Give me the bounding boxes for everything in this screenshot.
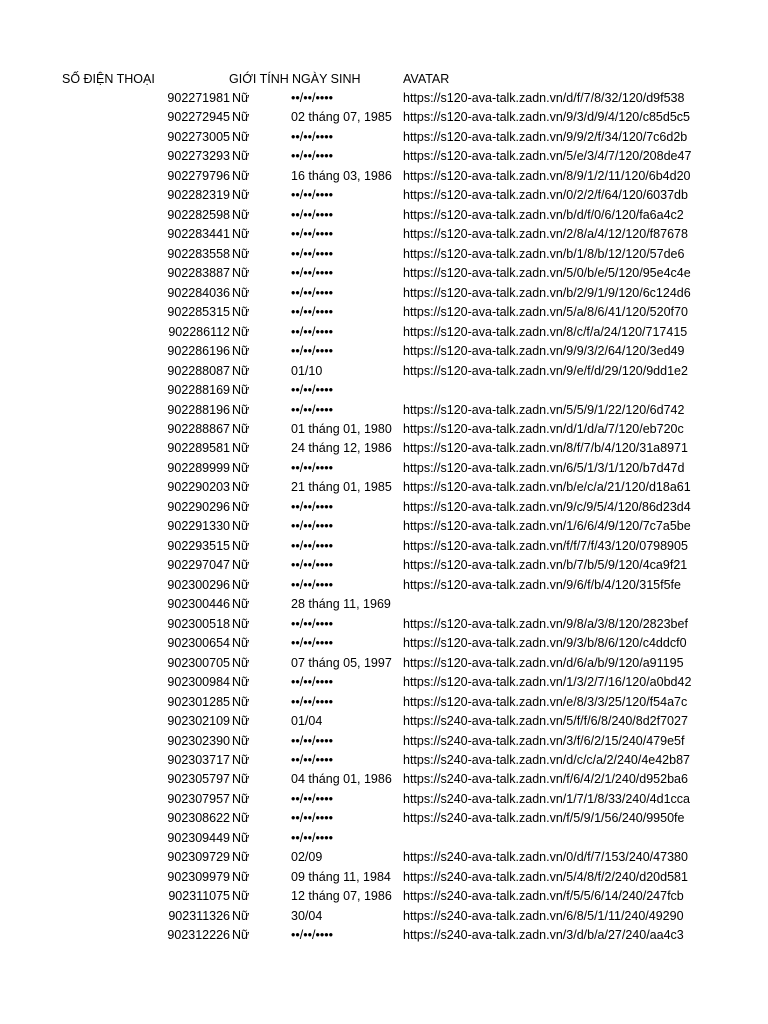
table-row: [0, 498, 768, 518]
avatar-url-cell: https://s120-ava-talk.zadn.vn/9/c/9/5/4/120/86d23d4: [403, 499, 691, 514]
avatar-url-cell: https://s120-ava-talk.zadn.vn/8/f/7/b/4/120/31a8971: [403, 441, 688, 456]
avatar-url-cell: https://s120-ava-talk.zadn.vn/b/2/9/1/9/120/6c124d6: [403, 285, 691, 300]
phone-cell: 902272945: [167, 110, 230, 125]
gender-cell: Nữ: [232, 577, 250, 592]
phone-cell: 902291330: [167, 519, 230, 534]
avatar-url-cell: https://s240-ava-talk.zadn.vn/0/d/f/7/153/240/47380: [403, 850, 688, 865]
dob-cell: 16 tháng 03, 1986: [291, 168, 392, 183]
gender-cell: Nữ: [232, 733, 250, 748]
dob-cell: ••/••/••••: [291, 129, 333, 144]
avatar-url-cell: https://s120-ava-talk.zadn.vn/9/9/3/2/64/120/3ed49: [403, 344, 685, 359]
gender-cell: Nữ: [232, 149, 250, 164]
avatar-url-cell: https://s120-ava-talk.zadn.vn/2/8/a/4/12/120/f87678: [403, 227, 688, 242]
phone-cell: 902271981: [167, 91, 230, 105]
gender-cell: Nữ: [232, 675, 250, 690]
dob-cell: ••/••/••••: [291, 499, 333, 514]
phone-cell: 902300984: [167, 675, 230, 690]
table-row: [0, 732, 768, 752]
avatar-url-cell: https://s120-ava-talk.zadn.vn/8/9/1/2/11/120/6b4d20: [403, 168, 691, 183]
phone-cell: 902283441: [167, 227, 230, 242]
dob-cell: ••/••/••••: [291, 246, 333, 261]
dob-cell: ••/••/••••: [291, 558, 333, 573]
gender-cell: Nữ: [232, 168, 250, 183]
avatar-url-cell: https://s240-ava-talk.zadn.vn/5/f/f/6/8/240/8d2f7027: [403, 714, 688, 729]
gender-cell: Nữ: [232, 811, 250, 826]
dob-cell: 21 tháng 01, 1985: [291, 480, 392, 495]
table-row: [0, 284, 768, 304]
gender-cell: Nữ: [232, 519, 250, 534]
avatar-url-cell: https://s120-ava-talk.zadn.vn/d/6/a/b/9/120/a91195: [403, 655, 684, 670]
avatar-url-cell: https://s120-ava-talk.zadn.vn/b/1/8/b/12/120/57de6: [403, 246, 685, 261]
avatar-url-cell: https://s240-ava-talk.zadn.vn/f/5/9/1/56/240/9950fe: [403, 811, 685, 826]
table-row: [0, 245, 768, 265]
phone-cell: 902289999: [167, 460, 230, 475]
phone-cell: 902284036: [167, 285, 230, 300]
phone-cell: 902273005: [167, 129, 230, 144]
phone-cell: 902308622: [167, 811, 230, 826]
table-row: [0, 108, 768, 128]
avatar-url-cell: https://s120-ava-talk.zadn.vn/9/8/a/3/8/120/2823bef: [403, 616, 688, 631]
phone-cell: 902288169: [167, 383, 230, 398]
gender-cell: Nữ: [232, 421, 250, 436]
table-row: [0, 673, 768, 693]
dob-cell: ••/••/••••: [291, 752, 333, 767]
avatar-url-cell: https://s120-ava-talk.zadn.vn/0/2/2/f/64/120/6037db: [403, 188, 688, 203]
dob-cell: ••/••/••••: [291, 285, 333, 300]
table-row: [0, 439, 768, 459]
table-row: [0, 809, 768, 829]
gender-cell: Nữ: [232, 538, 250, 553]
table-row: [0, 459, 768, 479]
gender-cell: Nữ: [232, 227, 250, 242]
avatar-url-cell: https://s120-ava-talk.zadn.vn/5/e/3/4/7/120/208de47: [403, 149, 692, 164]
phone-cell: 902283887: [167, 266, 230, 281]
gender-cell: Nữ: [232, 402, 250, 417]
phone-cell: 902288196: [167, 402, 230, 417]
dob-cell: ••/••/••••: [291, 811, 333, 826]
avatar-url-cell: https://s120-ava-talk.zadn.vn/5/a/8/6/41/120/520f70: [403, 305, 688, 320]
gender-cell: Nữ: [232, 344, 250, 359]
gender-cell: Nữ: [232, 908, 250, 923]
phone-cell: 902301285: [167, 694, 230, 709]
table-row: [0, 420, 768, 440]
dob-cell: ••/••/••••: [291, 402, 333, 417]
gender-cell: Nữ: [232, 207, 250, 222]
dob-cell: ••/••/••••: [291, 383, 333, 398]
gender-cell: Nữ: [232, 655, 250, 670]
gender-cell: Nữ: [232, 129, 250, 144]
avatar-url-cell: https://s120-ava-talk.zadn.vn/1/3/2/7/16/120/a0bd42: [403, 675, 692, 690]
dob-cell: ••/••/••••: [291, 577, 333, 592]
phone-cell: 902300705: [167, 655, 230, 670]
table-row: [0, 381, 768, 401]
gender-cell: Nữ: [232, 928, 250, 943]
phone-cell: 902286196: [167, 344, 230, 359]
table-row: [0, 401, 768, 421]
dob-cell: 01 tháng 01, 1980: [291, 421, 392, 436]
avatar-url-cell: https://s120-ava-talk.zadn.vn/9/9/2/f/34/120/7c6d2b: [403, 129, 688, 144]
dob-cell: 02 tháng 07, 1985: [291, 110, 392, 125]
gender-cell: Nữ: [232, 324, 250, 339]
table-row: [0, 790, 768, 810]
table-row: [0, 576, 768, 596]
header-avatar: AVATAR: [403, 72, 450, 86]
dob-cell: ••/••/••••: [291, 460, 333, 475]
table-row: [0, 128, 768, 148]
dob-cell: ••/••/••••: [291, 207, 333, 222]
avatar-url-cell: https://s120-ava-talk.zadn.vn/e/8/3/3/25/120/f54a7c: [403, 694, 688, 709]
table-row: [0, 615, 768, 635]
table-row: [0, 303, 768, 323]
gender-cell: Nữ: [232, 499, 250, 514]
phone-cell: 902288867: [167, 421, 230, 436]
table-row: [0, 926, 768, 946]
table-row: [0, 712, 768, 732]
dob-cell: ••/••/••••: [291, 519, 333, 534]
gender-cell: Nữ: [232, 110, 250, 125]
phone-cell: 902300654: [167, 636, 230, 651]
avatar-url-cell: https://s240-ava-talk.zadn.vn/1/7/1/8/33/240/4d1cca: [403, 791, 690, 806]
table-row: [0, 829, 768, 849]
avatar-url-cell: https://s120-ava-talk.zadn.vn/9/3/d/9/4/120/c85d5c5: [403, 110, 690, 125]
dob-cell: ••/••/••••: [291, 675, 333, 690]
dob-cell: ••/••/••••: [291, 324, 333, 339]
gender-cell: Nữ: [232, 772, 250, 787]
phone-cell: 902279796: [167, 168, 230, 183]
phone-cell: 902300296: [167, 577, 230, 592]
table-row: [0, 147, 768, 167]
avatar-url-cell: https://s120-ava-talk.zadn.vn/5/0/b/e/5/120/95e4c4e: [403, 266, 691, 281]
phone-cell: 902311075: [168, 889, 230, 904]
table-row: [0, 751, 768, 771]
table-row: [0, 167, 768, 187]
dob-cell: ••/••/••••: [291, 636, 333, 651]
dob-cell: ••/••/••••: [291, 733, 333, 748]
avatar-url-cell: https://s120-ava-talk.zadn.vn/b/e/c/a/21/120/d18a61: [403, 480, 691, 495]
avatar-url-cell: https://s240-ava-talk.zadn.vn/6/8/5/1/11/240/49290: [403, 908, 684, 923]
gender-cell: Nữ: [232, 850, 250, 865]
gender-cell: Nữ: [232, 285, 250, 300]
gender-cell: Nữ: [232, 889, 250, 904]
phone-cell: 902282598: [167, 207, 230, 222]
gender-cell: Nữ: [232, 558, 250, 573]
dob-cell: ••/••/••••: [291, 91, 333, 105]
avatar-url-cell: https://s120-ava-talk.zadn.vn/d/1/d/a/7/120/eb720c: [403, 421, 684, 436]
dob-cell: 07 tháng 05, 1997: [291, 655, 392, 670]
table-row: [0, 362, 768, 382]
table-row: [0, 537, 768, 557]
table-row: [0, 89, 768, 109]
gender-cell: Nữ: [232, 91, 250, 105]
phone-cell: 902307957: [167, 791, 230, 806]
dob-cell: ••/••/••••: [291, 928, 333, 943]
phone-cell: 902311326: [168, 908, 230, 923]
avatar-url-cell: https://s240-ava-talk.zadn.vn/f/6/4/2/1/240/d952ba6: [403, 772, 688, 787]
gender-cell: Nữ: [232, 363, 250, 378]
gender-cell: Nữ: [232, 441, 250, 456]
avatar-url-cell: https://s120-ava-talk.zadn.vn/b/7/b/5/9/120/4ca9f21: [403, 558, 688, 573]
gender-cell: Nữ: [232, 383, 250, 398]
dob-cell: 02/09: [291, 850, 323, 865]
table-row: [0, 478, 768, 498]
dob-cell: ••/••/••••: [291, 791, 333, 806]
table-row: [0, 264, 768, 284]
phone-cell: 902309729: [167, 850, 230, 865]
phone-cell: 902312226: [167, 928, 230, 943]
avatar-url-cell: https://s240-ava-talk.zadn.vn/d/c/c/a/2/240/4e42b87: [403, 752, 690, 767]
phone-cell: 902302109: [167, 714, 230, 729]
phone-cell: 902297047: [167, 558, 230, 573]
phone-cell: 902273293: [167, 149, 230, 164]
dob-cell: 04 tháng 01, 1986: [291, 772, 392, 787]
table-row: [0, 848, 768, 868]
dob-cell: 30/04: [291, 908, 323, 923]
phone-cell: 902289581: [167, 441, 230, 456]
phone-cell: 902309449: [167, 830, 230, 845]
gender-cell: Nữ: [232, 460, 250, 475]
table-row: [0, 770, 768, 790]
dob-cell: 09 tháng 11, 1984: [291, 869, 391, 884]
dob-cell: ••/••/••••: [291, 344, 333, 359]
avatar-url-cell: https://s120-ava-talk.zadn.vn/5/5/9/1/22/120/6d742: [403, 402, 685, 417]
dob-cell: ••/••/••••: [291, 188, 333, 203]
phone-cell: 902303717: [167, 752, 230, 767]
phone-cell: 902300518: [167, 616, 230, 631]
header-dob: NGÀY SINH: [292, 72, 361, 86]
avatar-url-cell: https://s120-ava-talk.zadn.vn/6/5/1/3/1/120/b7d47d: [403, 460, 685, 475]
gender-cell: Nữ: [232, 266, 250, 281]
dob-cell: 01/04: [291, 714, 323, 729]
avatar-url-cell: https://s120-ava-talk.zadn.vn/8/c/f/a/24/120/717415: [403, 324, 688, 339]
avatar-url-cell: https://s120-ava-talk.zadn.vn/b/d/f/0/6/120/fa6a4c2: [403, 207, 684, 222]
table-row: [0, 323, 768, 343]
table-row: [0, 654, 768, 674]
dob-cell: ••/••/••••: [291, 266, 333, 281]
avatar-url-cell: https://s120-ava-talk.zadn.vn/d/f/7/8/32/120/d9f538: [403, 91, 685, 105]
avatar-url-cell: https://s120-ava-talk.zadn.vn/f/f/7/f/43/120/0798905: [403, 538, 688, 553]
avatar-url-cell: https://s120-ava-talk.zadn.vn/9/e/f/d/29/120/9dd1e2: [403, 363, 688, 378]
table-row: [0, 595, 768, 615]
table-row: [0, 887, 768, 907]
phone-cell: 902305797: [167, 772, 230, 787]
phone-cell: 902302390: [167, 733, 230, 748]
table-row: [0, 693, 768, 713]
phone-cell: 902290296: [167, 499, 230, 514]
avatar-url-cell: https://s240-ava-talk.zadn.vn/3/d/b/a/27/240/aa4c3: [403, 928, 684, 943]
gender-cell: Nữ: [232, 791, 250, 806]
phone-cell: 902309979: [167, 869, 230, 884]
dob-cell: 12 tháng 07, 1986: [291, 889, 392, 904]
avatar-url-cell: https://s120-ava-talk.zadn.vn/1/6/6/4/9/120/7c7a5be: [403, 519, 691, 534]
table-row: [0, 186, 768, 206]
phone-cell: 902288087: [167, 363, 230, 378]
dob-cell: ••/••/••••: [291, 694, 333, 709]
table-row: [0, 556, 768, 576]
gender-cell: Nữ: [232, 694, 250, 709]
avatar-url-cell: https://s120-ava-talk.zadn.vn/9/3/b/8/6/120/c4ddcf0: [403, 636, 687, 651]
gender-cell: Nữ: [232, 188, 250, 203]
avatar-url-cell: https://s240-ava-talk.zadn.vn/f/5/5/6/14/240/247fcb: [403, 889, 684, 904]
gender-cell: Nữ: [232, 597, 250, 612]
gender-cell: Nữ: [232, 616, 250, 631]
dob-cell: ••/••/••••: [291, 305, 333, 320]
phone-cell: 902282319: [167, 188, 230, 203]
gender-cell: Nữ: [232, 246, 250, 261]
dob-cell: ••/••/••••: [291, 227, 333, 242]
avatar-url-cell: https://s240-ava-talk.zadn.vn/3/f/6/2/15/240/479e5f: [403, 733, 685, 748]
gender-cell: Nữ: [232, 480, 250, 495]
gender-cell: Nữ: [232, 636, 250, 651]
table-row: [0, 206, 768, 226]
dob-cell: 24 tháng 12, 1986: [291, 441, 392, 456]
header-phone: SỐ ĐIỆN THOẠI: [62, 72, 155, 86]
gender-cell: Nữ: [232, 305, 250, 320]
avatar-url-cell: https://s120-ava-talk.zadn.vn/9/6/f/b/4/120/315f5fe: [403, 577, 681, 592]
table-row: [0, 517, 768, 537]
dob-cell: ••/••/••••: [291, 830, 333, 845]
table-row: [0, 634, 768, 654]
dob-cell: ••/••/••••: [291, 149, 333, 164]
dob-cell: 01/10: [291, 363, 323, 378]
gender-cell: Nữ: [232, 714, 250, 729]
phone-cell: 902293515: [167, 538, 230, 553]
phone-cell: 902283558: [167, 246, 230, 261]
phone-cell: 902300446: [167, 597, 230, 612]
gender-cell: Nữ: [232, 830, 250, 845]
gender-cell: Nữ: [232, 752, 250, 767]
table-row: [0, 225, 768, 245]
header-gender: GIỚI TÍNH: [229, 72, 289, 86]
dob-cell: ••/••/••••: [291, 616, 333, 631]
avatar-url-cell: https://s240-ava-talk.zadn.vn/5/4/8/f/2/240/d20d581: [403, 869, 688, 884]
table-row: [0, 868, 768, 888]
phone-cell: 902285315: [167, 305, 230, 320]
table-row: [0, 342, 768, 362]
phone-cell: 902286112: [168, 324, 230, 339]
dob-cell: 28 tháng 11, 1969: [291, 597, 391, 612]
dob-cell: ••/••/••••: [291, 538, 333, 553]
phone-cell: 902290203: [167, 480, 230, 495]
table-row: [0, 907, 768, 927]
gender-cell: Nữ: [232, 869, 250, 884]
